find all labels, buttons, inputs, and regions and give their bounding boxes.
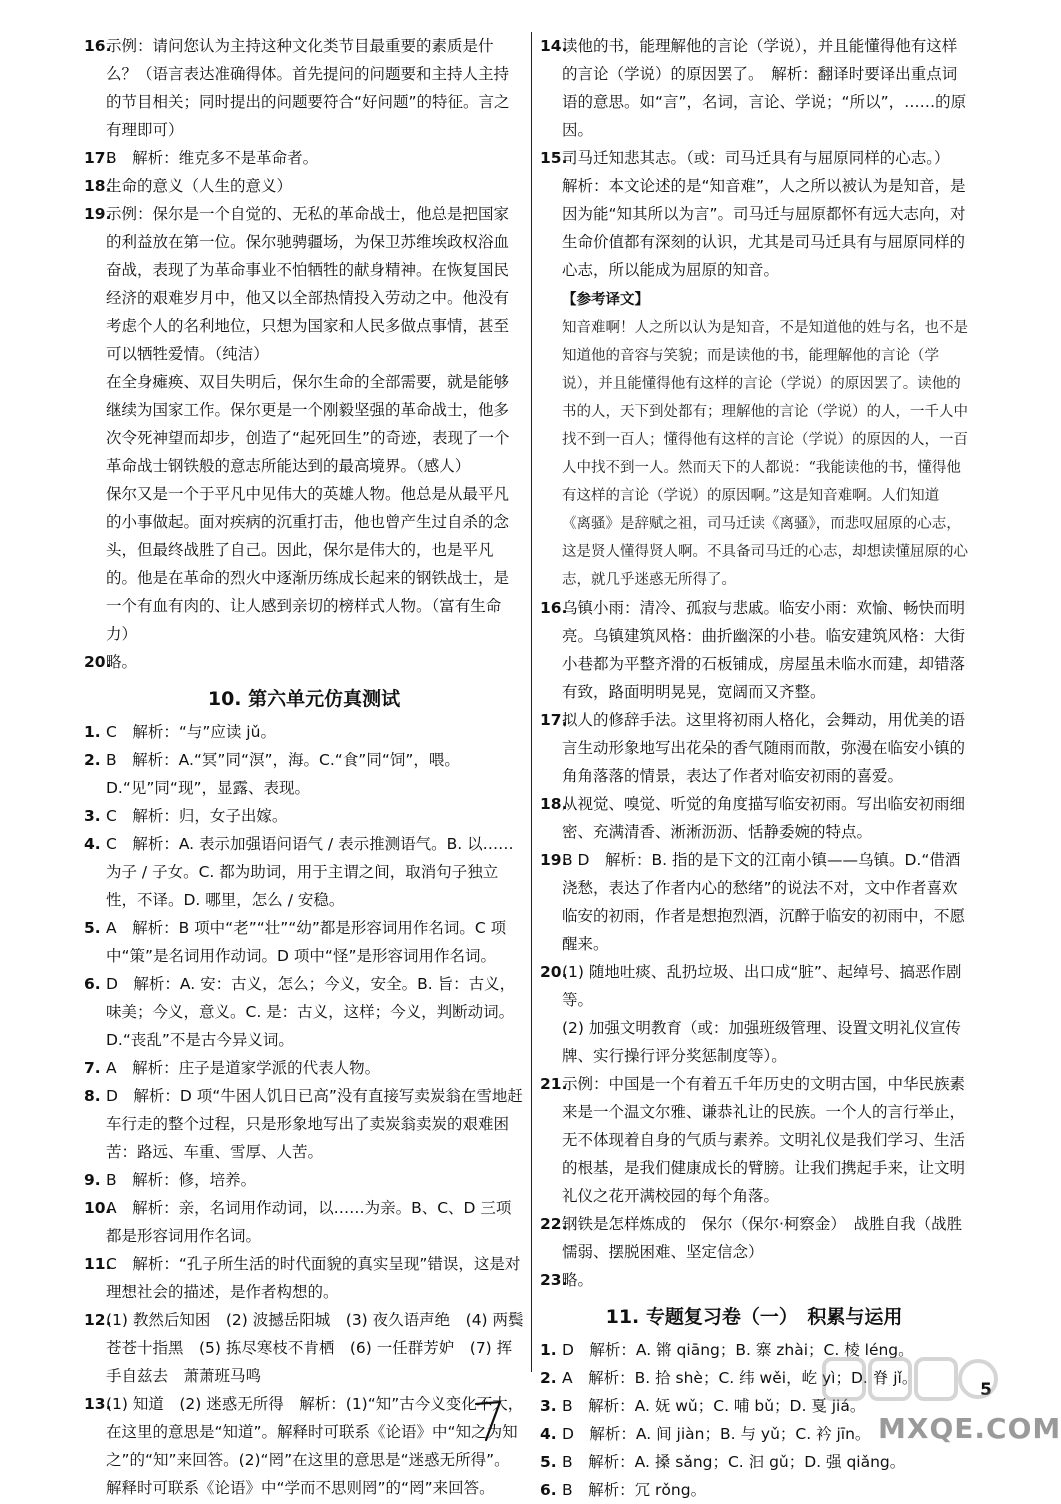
watermark-text: MXQE.COM (878, 1412, 1061, 1445)
item-text: C 解析：A. 表示加强语问语气 / 表示推测语气。B. 以……为子 / 子女。C. 都为助词，用于主谓之间，取消句子独立性，不译。D. 哪里，怎么 / 安稳。 (106, 835, 514, 909)
right-answer-item (540, 1266, 968, 1294)
item-number: 13. (84, 1395, 112, 1413)
column-divider (531, 32, 532, 1372)
item-text: (1) 知道 (2) 迷惑无所得 解析：(1)“知”古今义变化不大，在这里的意思是“知道”。解释时可联系《论语》中“知之为知之”的“知”来回答。(2)“罔”在这里的意思是“迷惑无所得”。解释时可联系《论语》中“学而不思则罔”的“罔”来回答。 (106, 1395, 524, 1497)
item-text: 读他的书，能理解他的言论（学说），并且能懂得他有这样的言论（学说）的原因罢了。 解析：翻译时要译出重点词语的意思。如“言”，名词，言论、学说；“所以”，……的原因。 (562, 37, 967, 139)
item-text: D 解析：D 项“牛困人饥日已高”没有直接写卖炭翁在雪地赶车行走的整个过程，只是形象地写出了卖炭翁卖炭的艰难困苦：路远、车重、雪厚、人苦。 (106, 1087, 523, 1161)
item-text: 示例：请问您认为主持这种文化类节目最重要的素质是什么？（语言表达准确得体。首先提问的问题要和主持人主持的节目相关；同时提出的问题要符合“好问题”的特征。言之有理即可） (106, 37, 510, 139)
section-10-answer-item (84, 1306, 524, 1390)
right-answer-item (540, 1210, 968, 1266)
item-number: 15. (540, 149, 568, 167)
item-number: 23. (540, 1271, 568, 1289)
item-number: 2. (540, 1369, 557, 1387)
item-number: 11. (84, 1255, 112, 1273)
section-heading-11: 11. 专题复习卷（一） 积累与运用 (605, 1306, 903, 1328)
item-text: 略。 (562, 1271, 594, 1289)
section-10-answer-item (84, 914, 524, 970)
section-10-answer-item (84, 1390, 524, 1502)
right-answer-item (540, 594, 968, 706)
answer-item-20 (84, 648, 524, 676)
item-number: 5. (84, 919, 101, 937)
item-text: 钢铁是怎样炼成的 保尔（保尔·柯察金） 战胜自我（战胜懦弱、摆脱困难、坚定信念） (562, 1215, 963, 1261)
answer-item-14 (540, 32, 968, 144)
item-text: A 解析：B 项中“老”“壮”“幼”都是形容词用作名词。C 项中“策”是名词用作动词。D 项中“怪”是形容词用作名词。 (106, 919, 507, 965)
item-text: A 解析：B. 拾 shè；C. 纬 wěi，屹 yì；D. 脊 jǐ。 (562, 1369, 918, 1387)
item-text: D 解析：A. 安：古义，怎么；今义，安全。B. 旨：古义，味美；今义，意义。C. 是：古义，这样；今义，判断动词。D.“丧乱”不是古今异义词。 (106, 975, 516, 1049)
right-answer-item (540, 706, 968, 790)
item-text: (1) 随地吐痰、乱扔垃圾、出口成“脏”、起绰号、搞恶作剧等。 (562, 963, 962, 1009)
item-number: 1. (540, 1341, 557, 1359)
answer-15-analysis: 解析：本文论述的是“知音难”，人之所以被认为是知音，是因为能“知其所以为言”。司马迁与屈原都怀有远大志向，对生命价值都有深刻的认识，尤其是司马迁具有与屈原同样的心志，所以能成为屈原的知音。 (562, 177, 966, 279)
item-text: A 解析：亲，名词用作动词，以……为亲。B、C、D 三项都是形容词用作名词。 (106, 1199, 512, 1245)
item-text: 从视觉、嗅觉、听觉的角度描写临安初雨。写出临安初雨细密、充满清香、淅淅沥沥、恬静委婉的特点。 (562, 795, 966, 841)
section-10-answer-item (84, 1194, 524, 1250)
item-text: (2) 加强文明教育（或：加强班级管理、设置文明礼仪宣传牌、实行操行评分奖惩制度等）。 (562, 1019, 961, 1065)
right-answer-item (540, 846, 968, 958)
answer-item-15 (540, 144, 968, 172)
item-text: 示例：保尔是一个自觉的、无私的革命战士，他总是把国家的利益放在第一位。保尔驰骋疆场，为保卫苏维埃政权浴血奋战，表现了为革命事业不怕牺牲的献身精神。在恢复国民经济的艰难岁月中，他又以全部热情投入劳动之中。他没有考虑个人的名利地位，只想为国家和人民多做点事情，甚至可以牺牲爱情。（纯洁） (106, 205, 510, 363)
page-number: 5 (980, 1380, 992, 1400)
item-number: 6. (540, 1481, 557, 1499)
item-text: 司马迁知悲其志。（或：司马迁具有与屈原同样的心志。） (562, 149, 950, 167)
item-number: 17. (84, 149, 112, 167)
reference-translation-text: 知音难啊！人之所以认为是知音，不是知道他的姓与名，也不是知道他的音容与笑貌；而是读他的书，能理解他的言论（学说），并且能懂得他有这样的言论（学说）的原因罢了。读他的书的人，天下到处都有；理解他的言论（学说）的人，一千人中找不到一百人；懂得他有这样的言论（学说）的原因的人，一百人中找不到一人。然而天下的人都说：“我能读他的书，懂得他有这样的言论（学说）的原因啊。”这是知音难啊。人们知道《离骚》是辞赋之祖，司马迁读《离骚》，而悲叹屈原的心志，这是贤人懂得贤人啊。不具备司马迁的心志，却想读懂屈原的心志，就几乎迷惑无所得了。 (562, 320, 968, 588)
answer-19-paragraph-2: 在全身瘫痪、双目失明后，保尔生命的全部需要，就是能够继续为国家工作。保尔更是一个刚毅坚强的革命战士，他多次令死神望而却步，创造了“起死回生”的奇迹，表现了一个革命战士钢铁般的意志所能达到的最高境界。（感人） (106, 373, 510, 475)
item-number: 6. (84, 975, 101, 993)
item-text: D 解析：A. 间 jiàn；B. 与 yǔ；C. 衿 jīn。 (562, 1425, 871, 1443)
item-text: 示例：中国是一个有着五千年历史的文明古国，中华民族素来是一个温文尔雅、谦恭礼让的民族。一个人的言行举止，无不体现着自身的气质与素养。文明礼仪是我们学习、生活的根基，是我们健康成长的臂膀。让我们携起手来，让文明礼仪之花开满校园的每个角落。 (562, 1075, 966, 1205)
item-text: B 解析：修，培养。 (106, 1171, 257, 1189)
item-number: 16. (540, 599, 568, 617)
section-10-answers (84, 718, 524, 1502)
answer-19-paragraph-3: 保尔又是一个于平凡中见伟大的英雄人物。他总是从最平凡的小事做起。面对疾病的沉重打击，他也曾产生过自杀的念头，但最终战胜了自己。因此，保尔是伟大的，也是平凡的。他是在革命的烈火中逐渐历练成长起来的钢铁战士，是一个有血有肉的、让人感到亲切的榜样式人物。（富有生命力） (106, 485, 510, 643)
section-10-answer-item (84, 1082, 524, 1166)
section-10-answer-item (84, 830, 524, 914)
item-number: 17. (540, 711, 568, 729)
item-text: B 解析：A. 妩 wǔ；C. 哺 bǔ；D. 戛 jiá。 (562, 1397, 866, 1415)
item-number: 14. (540, 37, 568, 55)
section-10-answer-item (84, 1250, 524, 1306)
section-10-answer-item (84, 1166, 524, 1194)
answer-item-18 (84, 172, 524, 200)
item-text: B D 解析：B. 指的是下文的江南小镇——乌镇。D.“借酒浇愁，表达了作者内心的愁绪”的说法不对，文中作者喜欢临安的初雨，作者是想抱烈酒，沉醉于临安的初雨中，不愿醒来。 (562, 851, 966, 953)
item-text: 略。 (106, 653, 138, 671)
item-number: 21. (540, 1075, 568, 1093)
item-text: 乌镇小雨：清冷、孤寂与悲戚。临安小雨：欢愉、畅快而明亮。乌镇建筑风格：曲折幽深的小巷。临安建筑风格：大街小巷都为平整齐滑的石板铺成，房屋虽未临水而建，却错落有致，路面明明晃晃，宽阔而又齐整。 (562, 599, 966, 701)
item-number: 19. (540, 851, 568, 869)
right-answer-item (540, 958, 968, 1014)
item-number: 4. (84, 835, 101, 853)
right-answers (540, 594, 968, 1294)
item-text: D 解析：A. 锵 qiāng；B. 寨 zhài；C. 棱 léng。 (562, 1341, 914, 1359)
item-number: 4. (540, 1425, 557, 1443)
item-number: 12. (84, 1311, 112, 1329)
item-number: 18. (540, 795, 568, 813)
item-number: 19. (84, 205, 112, 223)
section-11-answer-item (540, 1448, 968, 1476)
item-number: 20. (540, 963, 568, 981)
item-number: 20. (84, 653, 112, 671)
item-text: 拟人的修辞手法。这里将初雨人格化，会舞动，用优美的语言生动形象地写出花朵的香气随雨而散，弥漫在临安小镇的角角落落的情景，表达了作者对临安初雨的喜爱。 (562, 711, 966, 785)
item-text: 生命的意义（人生的意义） (106, 177, 293, 195)
answer-item-16 (84, 32, 524, 144)
item-text: B 解析：冗 rǒng。 (562, 1481, 707, 1499)
right-answer-item (540, 1070, 968, 1210)
section-heading-10: 10. 第六单元仿真测试 (207, 688, 401, 710)
left-column (84, 32, 524, 1502)
item-number: 18. (84, 177, 112, 195)
item-text: C 解析：归，女子出嫁。 (106, 807, 288, 825)
answer-item-19 (84, 200, 524, 368)
right-answer-item (540, 790, 968, 846)
item-text: (1) 教然后知困 (2) 波撼岳阳城 (3) 夜久语声绝 (4) 两鬓苍苍十指黑 (5) 拣尽寒枝不肯栖 (6) 一任群芳妒 (7) 挥手自兹去 萧萧班马鸣 (106, 1311, 524, 1385)
section-11-answer-item (540, 1476, 968, 1504)
section-10-answer-item (84, 1054, 524, 1082)
reference-translation-title: 【参考译文】 (562, 292, 649, 308)
item-number: 3. (540, 1397, 557, 1415)
item-text: B 解析：A. 搡 sǎng；C. 汩 gǔ；D. 强 qiǎng。 (562, 1453, 906, 1471)
section-10-answer-item (84, 802, 524, 830)
right-answer-item (540, 1014, 968, 1070)
item-number: 2. (84, 751, 101, 769)
item-number: 10. (84, 1199, 112, 1217)
item-number: 7. (84, 1059, 101, 1077)
item-text: A 解析：庄子是道家学派的代表人物。 (106, 1059, 381, 1077)
item-text: C 解析：“孔子所生活的时代面貌的真实呈现”错误，这是对理想社会的描述，是作者构想的。 (106, 1255, 521, 1301)
item-number: 5. (540, 1453, 557, 1471)
item-number: 8. (84, 1087, 101, 1105)
item-text: C 解析：“与”应读 jǔ。 (106, 723, 276, 741)
item-number: 16. (84, 37, 112, 55)
section-10-answer-item (84, 970, 524, 1054)
item-number: 1. (84, 723, 101, 741)
item-text: B 解析：维克多不是革命者。 (106, 149, 319, 167)
item-number: 22. (540, 1215, 568, 1233)
item-text: B 解析：A.“冥”同“溟”，海。C.“食”同“饲”，喂。D.“见”同“现”，显露、表现。 (106, 751, 460, 797)
right-column (540, 32, 968, 1504)
item-number: 9. (84, 1171, 101, 1189)
handwritten-mark-icon (470, 1396, 510, 1442)
section-10-answer-item (84, 718, 524, 746)
section-10-answer-item (84, 746, 524, 802)
answer-item-17 (84, 144, 524, 172)
item-number: 3. (84, 807, 101, 825)
